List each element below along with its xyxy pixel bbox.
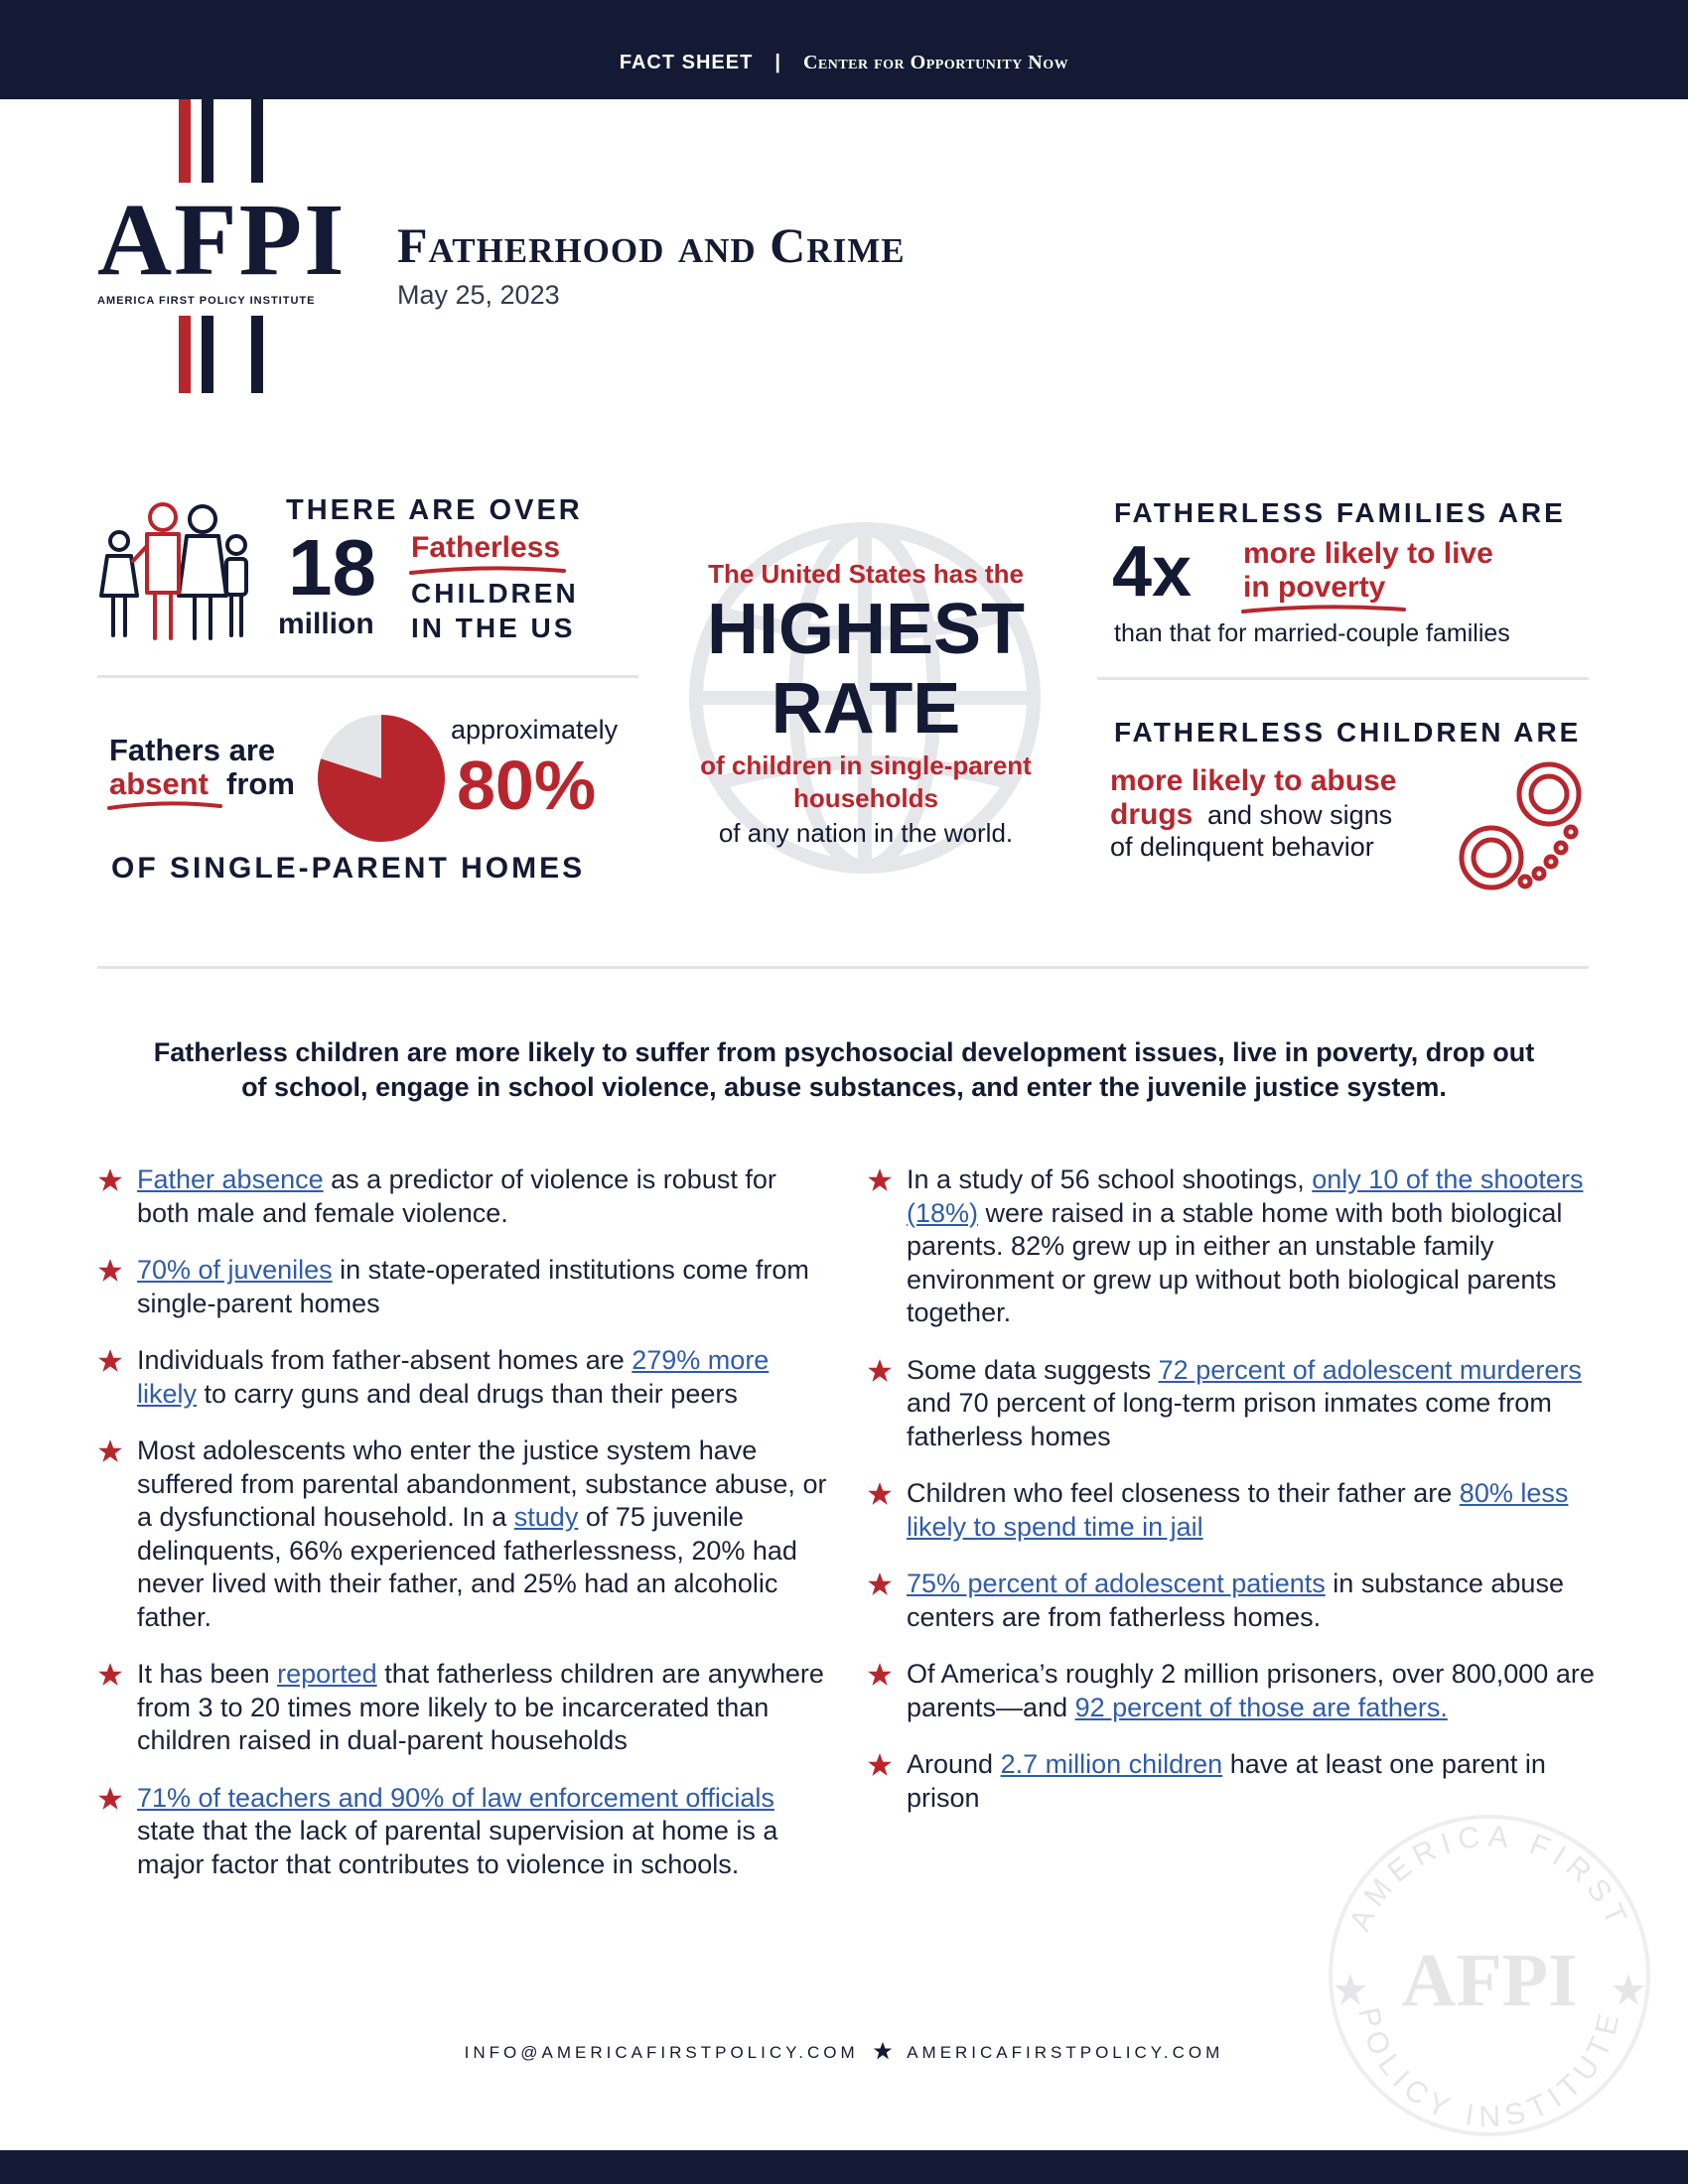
bullets-left-column	[97, 1163, 832, 1905]
logo-stripe-navy-top-1	[202, 99, 213, 183]
afpi-seal-watermark	[1321, 1807, 1658, 2144]
bullet-item	[867, 1658, 1597, 1724]
star-bullet-icon	[867, 1662, 893, 1688]
bullet-source-link[interactable]: study	[513, 1502, 579, 1532]
logo-stripe-red-top	[179, 99, 191, 183]
stat-highest-sub-red: of children in single-parent households	[700, 751, 1032, 813]
bullet-text: in state-operated institutions come from single-parent homes	[137, 1255, 809, 1318]
bullet-source-link[interactable]: 2.7 million children	[1000, 1749, 1223, 1779]
stat-absent-keyword: absent	[109, 766, 209, 801]
star-bullet-icon	[867, 1752, 893, 1778]
seal-top-text: AMERICA FIRST	[1343, 1820, 1635, 1936]
stat-drugs-red2: drugs	[1110, 798, 1194, 831]
stat-poverty-red1: more likely to live	[1243, 537, 1493, 570]
star-bullet-icon	[97, 1258, 123, 1284]
bullet-source-link[interactable]: 70% of juveniles	[137, 1255, 333, 1285]
footer-email[interactable]: INFO@AMERICAFIRSTPOLICY.COM	[464, 2043, 859, 2062]
stat-children-line2: CHILDREN	[411, 578, 579, 609]
stat-absent-approx: approximately	[451, 715, 619, 745]
stat-highest-big2: RATE	[771, 669, 961, 749]
bullet-text: Individuals from father-absent homes are	[137, 1345, 633, 1375]
stat-poverty-sub: than that for married-couple families	[1114, 619, 1510, 647]
bullet-source-link[interactable]: only 10 of the shooters (18%)	[907, 1164, 1584, 1228]
logo-stripe-navy-bottom-2	[251, 316, 263, 393]
logo-stripe-red-bottom	[179, 316, 191, 393]
divider-right	[1097, 677, 1589, 680]
stat-drugs-red1: more likely to abuse	[1110, 764, 1397, 797]
star-bullet-icon	[867, 1358, 893, 1384]
svg-text:AMERICA FIRST	[1343, 1820, 1635, 1936]
bullet-item	[97, 1254, 832, 1320]
stat-children-keyword: Fatherless	[411, 531, 561, 564]
star-bullet-icon	[867, 1571, 893, 1597]
underline-swoosh	[1241, 604, 1406, 615]
bullet-item	[97, 1434, 832, 1634]
bullet-text: Most adolescents who enter the justice system have suffered from parental abandonment, substance abuse, or a dysfunctional household. In a	[137, 1435, 827, 1532]
top-bar	[0, 0, 1688, 99]
star-bullet-icon	[97, 1662, 123, 1688]
bullet-text: and 70 percent of long-term prison inmates come from fatherless homes	[907, 1388, 1552, 1451]
bullet-text: In a study of 56 school shootings,	[907, 1164, 1313, 1194]
header-text	[0, 52, 1688, 74]
header-center: Center for Opportunity Now	[802, 52, 1069, 73]
bullet-text: Some data suggests	[907, 1354, 1159, 1385]
stat-drugs-text2: and show signs	[1207, 800, 1393, 830]
bullet-text: of 75 juvenile delinquents, 66% experienced fatherlessness, 20% had never lived with their father, and 25% had an alcoholic father.	[137, 1502, 797, 1632]
bullet-item	[867, 1748, 1597, 1815]
stat-absent-caption: OF SINGLE-PARENT HOMES	[111, 852, 586, 885]
bullet-text: Children who feel closeness to their father are	[907, 1478, 1460, 1508]
bullet-source-link[interactable]: reported	[277, 1659, 377, 1689]
star-bullet-icon	[97, 1438, 123, 1464]
bullet-source-link[interactable]: 75% percent of adolescent patients	[907, 1569, 1326, 1598]
stat-highest-sub: of any nation in the world.	[718, 818, 1014, 848]
bullet-source-link[interactable]: 72 percent of adolescent murderers	[1158, 1354, 1582, 1385]
bullet-item	[97, 1782, 832, 1882]
header-separator: |	[774, 52, 781, 73]
logo-stripe-navy-top-2	[251, 99, 263, 183]
bullet-item	[867, 1477, 1597, 1544]
bullet-text: that fatherless children are anywhere from 3 to 20 times more likely to be incarcerated than children raised in dual-parent households	[137, 1659, 824, 1755]
stat-absent-from: from	[226, 766, 295, 801]
stat-highest-big1: HIGHEST	[706, 590, 1026, 669]
logo-stripe-navy-bottom-1	[202, 316, 213, 393]
svg-text:POLICY INSTITUTE	[1351, 2004, 1626, 2133]
stat-children-line1: THERE ARE OVER	[286, 494, 583, 526]
handcuffs-icon	[1448, 754, 1593, 899]
bullet-text: to carry guns and deal drugs than their peers	[197, 1378, 738, 1409]
page-title: Fatherhood and Crime	[397, 217, 906, 273]
bullet-item	[97, 1163, 832, 1230]
star-bullet-icon	[97, 1348, 123, 1374]
underline-swoosh	[107, 800, 222, 812]
afpi-logo: AFPI	[97, 183, 347, 297]
stat-poverty-red2: in poverty	[1243, 571, 1386, 604]
stat-drugs-text3: of delinquent behavior	[1110, 832, 1374, 862]
star-bullet-icon	[867, 1167, 893, 1193]
footer-site[interactable]: AMERICAFIRSTPOLICY.COM	[907, 2043, 1224, 2062]
stat-children-line3: IN THE US	[411, 613, 576, 643]
stat-poverty-line1: FATHERLESS FAMILIES ARE	[1114, 497, 1566, 528]
bullets-right-column	[867, 1163, 1597, 1839]
summary-text: Fatherless children are more likely to suffer from psychosocial development issues, live in poverty, drop out of school, engage in school violence, abuse substances, and enter the juvenile justice system.	[153, 1037, 1535, 1102]
divider-full	[97, 966, 1589, 969]
seal-star-icon	[1335, 1974, 1366, 2005]
page-date: May 25, 2023	[397, 280, 560, 310]
bullet-item	[867, 1163, 1597, 1330]
seal-bottom-text: POLICY INSTITUTE	[1351, 2004, 1627, 2134]
stat-highest-intro: The United States has the	[708, 559, 1024, 589]
seal-center-text: AFPI	[1401, 1939, 1578, 2022]
stat-absent-line1: Fathers are	[109, 733, 276, 767]
bullet-text: Around	[907, 1749, 1001, 1779]
header-fact-sheet: FACT SHEET	[619, 52, 754, 73]
bullet-text: were raised in a stable home with both biological parents. 82% grew up in either an unstable family environment or grew up without both biological parents together.	[907, 1197, 1563, 1327]
seal-star-icon	[1613, 1974, 1644, 2005]
bullet-text: in substance abuse centers are from fatherless homes.	[907, 1569, 1564, 1632]
star-bullet-icon	[97, 1167, 123, 1193]
star-bullet-icon	[867, 1481, 893, 1507]
bullet-item	[97, 1658, 832, 1758]
underline-swoosh	[409, 566, 566, 576]
bullet-source-link[interactable]: 80% less likely to spend time in jail	[907, 1478, 1569, 1542]
pie-chart-icon	[316, 713, 447, 844]
bullet-text: It has been	[137, 1659, 278, 1689]
stat-absent-percent: 80%	[457, 747, 597, 824]
bullet-text: Of America’s roughly 2 million prisoners, over 800,000 are parents—and	[907, 1659, 1595, 1722]
bottom-bar	[0, 2150, 1688, 2184]
footer-star-icon	[873, 2041, 893, 2061]
bullet-item	[867, 1568, 1597, 1634]
stat-children-number: 18	[288, 523, 376, 612]
bullet-text: as a predictor of violence is robust for both male and female violence.	[137, 1164, 776, 1228]
star-bullet-icon	[97, 1786, 123, 1812]
bullet-text: have at least one parent in prison	[907, 1749, 1546, 1813]
logo-subtitle: AMERICA FIRST POLICY INSTITUTE	[97, 295, 316, 307]
bullet-source-link[interactable]: Father absence	[137, 1164, 324, 1194]
stat-drugs-line1: FATHERLESS CHILDREN ARE	[1114, 717, 1582, 748]
bullet-item	[97, 1344, 832, 1411]
stat-poverty-number: 4x	[1112, 532, 1193, 612]
bullet-text: state that the lack of parental supervision at home is a major factor that contributes to violence in schools.	[137, 1816, 778, 1879]
bullet-source-link[interactable]: 92 percent of those are fathers.	[1074, 1692, 1448, 1722]
divider-left	[97, 675, 638, 678]
bullet-source-link[interactable]: 279% more likely	[137, 1345, 770, 1409]
footer-contact	[0, 2041, 1688, 2063]
bullet-item	[867, 1354, 1597, 1454]
bullet-source-link[interactable]: 71% of teachers and 90% of law enforcement officials	[137, 1782, 774, 1813]
family-icon	[97, 501, 256, 645]
stat-children-unit: million	[278, 608, 374, 640]
